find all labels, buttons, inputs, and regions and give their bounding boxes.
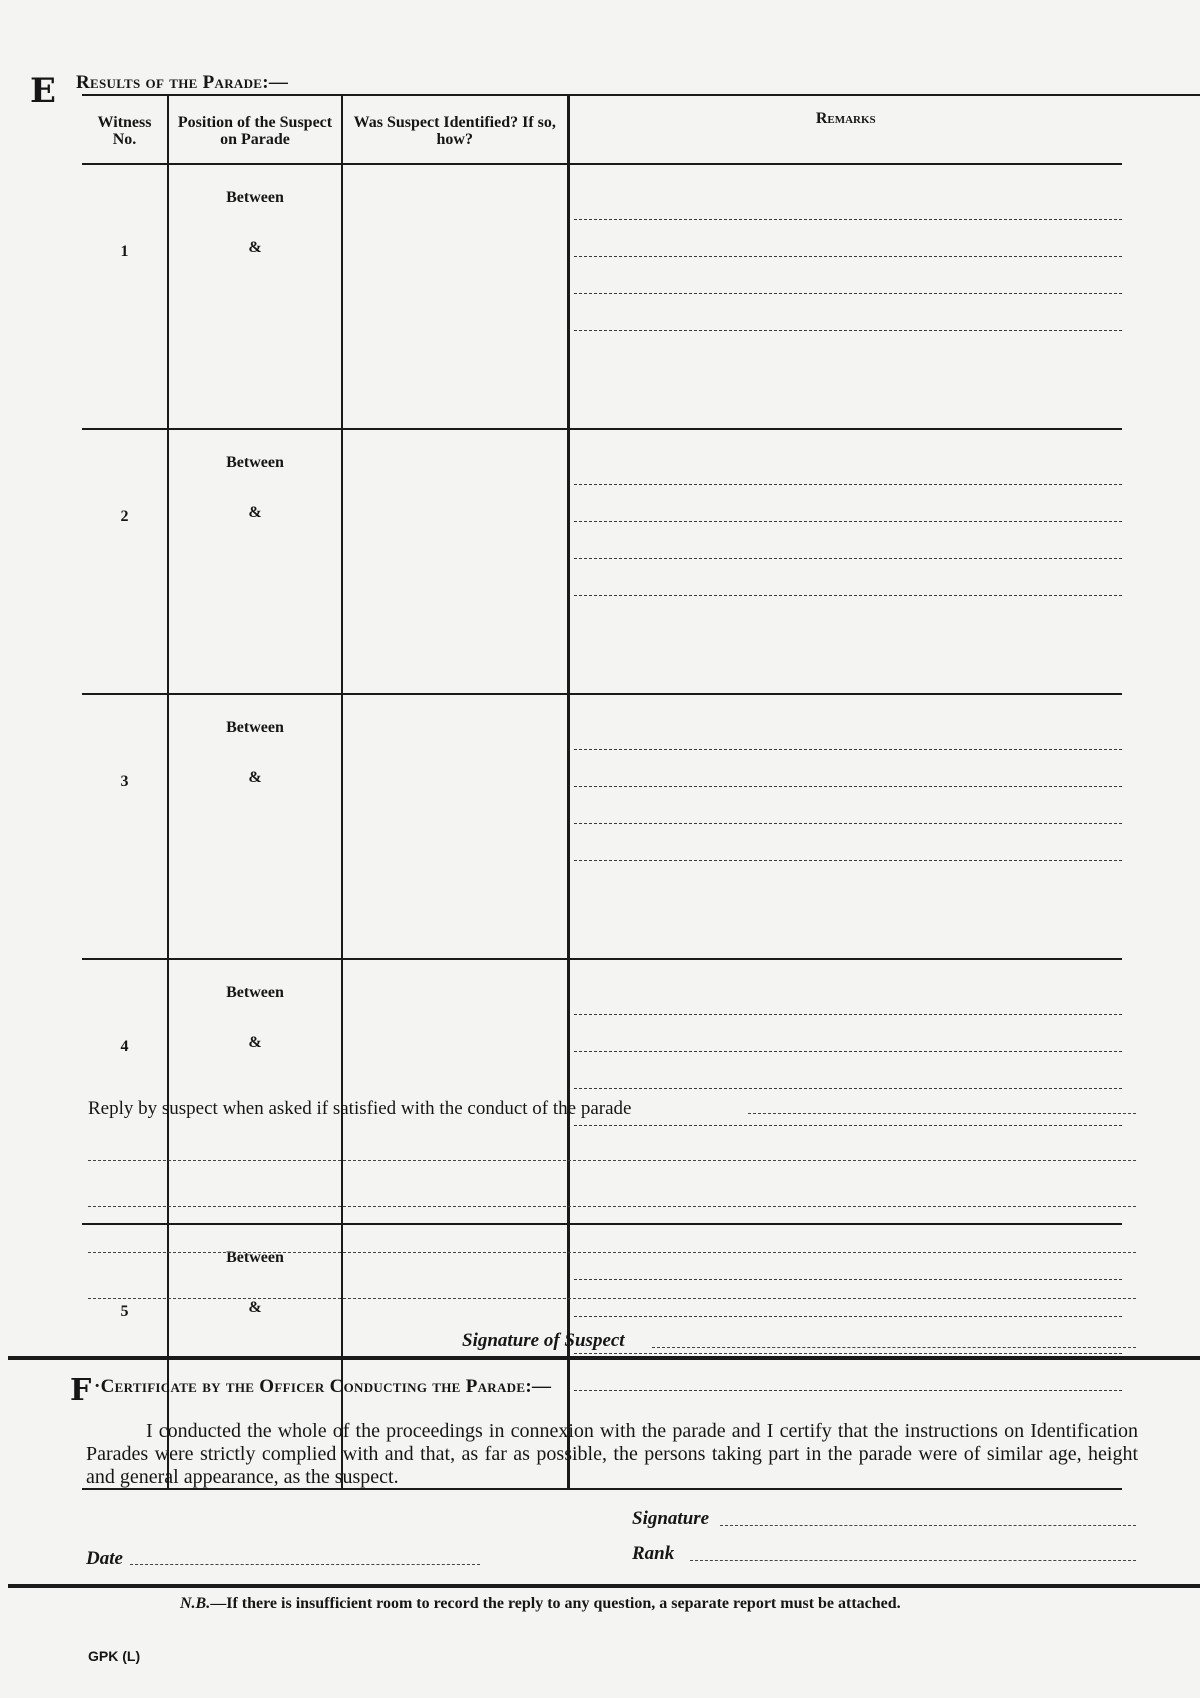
remarks-cell[interactable]	[568, 694, 1122, 959]
witness-number: 1	[120, 243, 129, 260]
remark-line[interactable]	[574, 220, 1123, 257]
ampersand-label: &	[248, 1034, 262, 1051]
remark-line[interactable]	[574, 294, 1123, 331]
ampersand-label: &	[248, 239, 262, 256]
col-witness-no-header: Witness No.	[82, 96, 168, 164]
position-cell[interactable]	[168, 429, 342, 694]
remark-line[interactable]	[574, 824, 1123, 861]
remarks-cell[interactable]	[568, 164, 1122, 429]
section-e-heading: Results of the Parade:—	[76, 72, 289, 93]
section-divider	[8, 1356, 1200, 1360]
between-label: Between	[226, 719, 284, 736]
signature-suspect-label: Signature of Suspect	[462, 1330, 625, 1351]
nb-text: —If there is insufficient room to record the reply to any question, a separate report must be attached.	[210, 1595, 901, 1612]
identified-cell[interactable]	[342, 164, 568, 429]
table-row	[82, 164, 1122, 429]
between-label: Between	[226, 189, 284, 206]
remark-line[interactable]	[574, 485, 1123, 522]
remark-line[interactable]	[574, 1243, 1123, 1280]
reply-label: Reply by suspect when asked if satisfied with the conduct of the parade	[88, 1098, 632, 1119]
remarks-cell[interactable]	[568, 429, 1122, 694]
col-remarks-header: Remarks	[568, 96, 1122, 164]
remark-line[interactable]	[574, 978, 1123, 1015]
witness-number: 4	[82, 959, 168, 1224]
reply-line[interactable]	[88, 1160, 1136, 1161]
footer-divider	[8, 1584, 1200, 1588]
officer-signature-line[interactable]	[720, 1525, 1136, 1526]
reply-line[interactable]	[88, 1298, 1136, 1299]
position-cell[interactable]	[168, 694, 342, 959]
identified-cell[interactable]	[342, 959, 568, 1224]
table-row	[82, 429, 1122, 694]
certificate-text: I conducted the whole of the proceedings in connexion with the parade and I certify that the instructions on Identification Parades were strictly complied with and that, as far as possible, the persons taking part in the parade were of similar age, height and general appearance, as the suspect.	[86, 1420, 1138, 1488]
remark-line[interactable]	[574, 448, 1123, 485]
col-position-header: Position of the Suspect on Parade	[168, 96, 342, 164]
ampersand-label: &	[248, 504, 262, 521]
rank-label: Rank	[632, 1543, 675, 1564]
col-identified-header: Was Suspect Identified? If so, how?	[342, 96, 568, 164]
remark-line[interactable]	[574, 1089, 1123, 1126]
section-f-letter: F	[70, 1373, 92, 1408]
ampersand-label: &	[248, 1299, 262, 1316]
rank-line[interactable]	[690, 1560, 1136, 1561]
remark-line[interactable]	[574, 559, 1123, 596]
remark-line[interactable]	[574, 1317, 1123, 1354]
form-code: GPK (L)	[88, 1648, 141, 1664]
between-label: Between	[226, 454, 284, 471]
remark-line[interactable]	[574, 522, 1123, 559]
reply-line[interactable]	[88, 1206, 1136, 1207]
date-line[interactable]	[130, 1564, 480, 1565]
section-e-letter: E	[30, 71, 56, 111]
identified-cell[interactable]	[342, 694, 568, 959]
nb-note	[180, 1595, 901, 1613]
nb-prefix: N.B.	[180, 1595, 211, 1612]
table-row	[82, 694, 1122, 959]
results-header-row	[82, 96, 1122, 164]
remark-line[interactable]	[574, 1052, 1123, 1089]
officer-signature-label: Signature	[632, 1508, 710, 1529]
results-table	[82, 96, 1122, 1490]
between-label: Between	[226, 984, 284, 1001]
remark-line[interactable]	[574, 713, 1123, 750]
position-cell[interactable]	[168, 959, 342, 1224]
table-row	[82, 959, 1122, 1224]
identified-cell[interactable]	[342, 429, 568, 694]
remark-line[interactable]	[574, 1015, 1123, 1052]
between-label: Between	[226, 1249, 284, 1266]
witness-number: 2	[82, 429, 168, 694]
section-f-heading: ·Certificate by the Officer Conducting the Parade:—	[94, 1376, 552, 1397]
reply-line[interactable]	[88, 1252, 1136, 1253]
remark-line[interactable]	[574, 257, 1123, 294]
remark-line[interactable]	[574, 183, 1123, 220]
remark-line[interactable]	[574, 787, 1123, 824]
signature-suspect-line[interactable]	[652, 1347, 1136, 1348]
reply-line[interactable]	[748, 1113, 1136, 1114]
witness-number: 3	[82, 694, 168, 959]
witness-number: 5	[82, 1224, 168, 1489]
date-label: Date	[86, 1548, 123, 1569]
position-cell[interactable]	[168, 164, 342, 429]
remarks-cell[interactable]	[568, 959, 1122, 1224]
ampersand-label: &	[248, 769, 262, 786]
remark-line[interactable]	[574, 750, 1123, 787]
